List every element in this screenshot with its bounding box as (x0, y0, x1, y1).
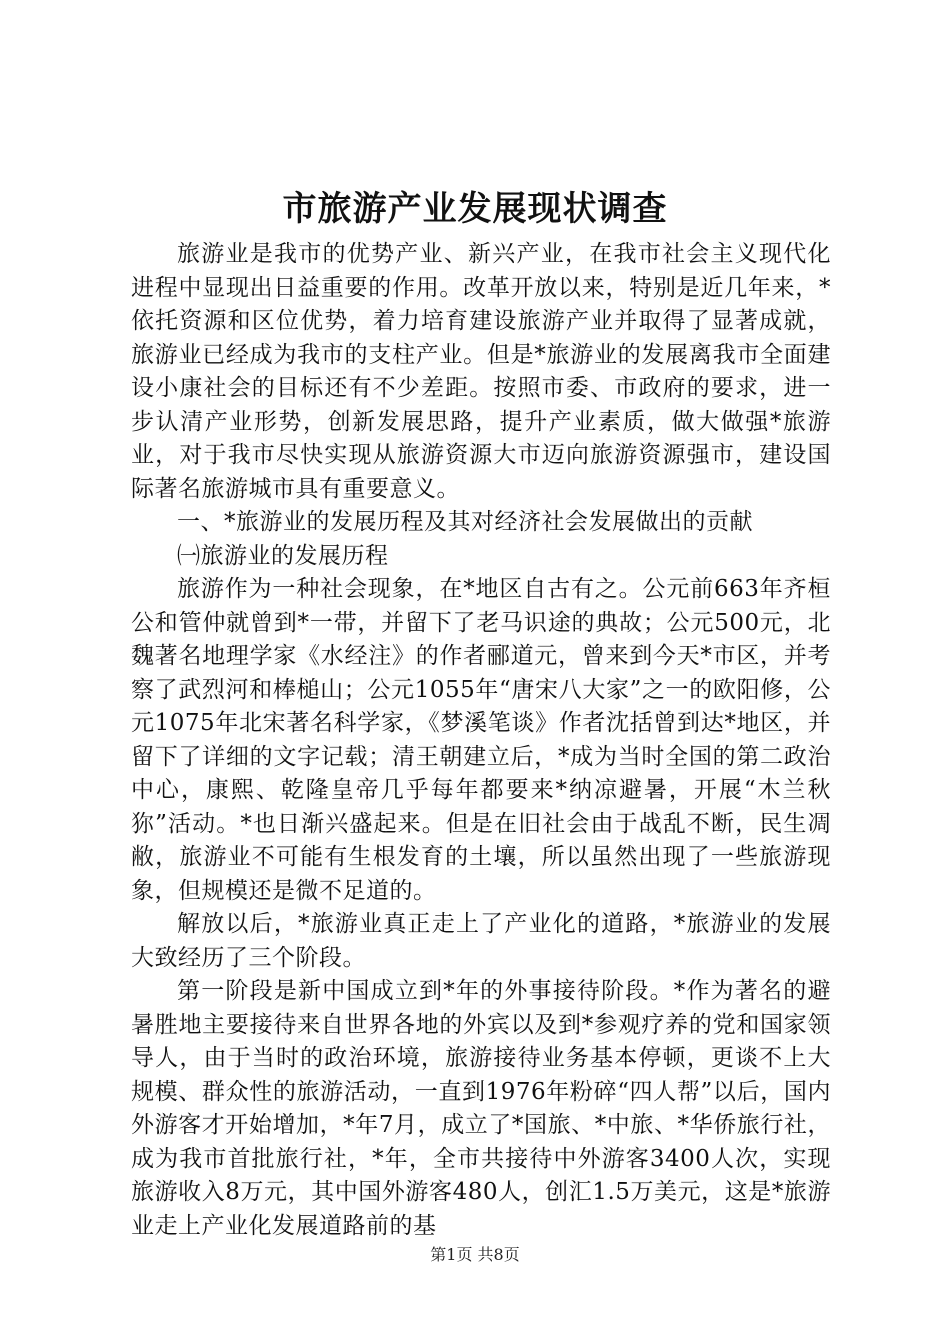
paragraph-stage-one: 第一阶段是新中国成立到*年的外事接待阶段。*作为著名的避暑胜地主要接待来自世界各地的外宾以及到*参观疗养的党和国家领导人，由于当时的政治环境，旅游接待业务基本停顿，更谈不上大规模、群众性的旅游活动，一直到1976年粉碎“四人帮”以后，国内外游客才开始增加，*年7月，成立了*国旅、*中旅、*华侨旅行社，成为我市首批旅行社，*年，全市共接待中外游客3400人次，实现旅游收入8万元，其中国外游客480人，创汇1.5万美元，这是*旅游业走上产业化发展道路前的基 (131, 978, 831, 1239)
document-title: 市旅游产业发展现状调查 (282, 189, 668, 229)
paragraph-intro: 旅游业是我市的优势产业、新兴产业，在我市社会主义现代化进程中显现出日益重要的作用。改革开放以来，特别是近几年来，*依托资源和区位优势，着力培育建设旅游产业并取得了显著成就，旅游业已经成为我市的支柱产业。但是*旅游业的发展离我市全面建设小康社会的目标还有不少差距。按照市委、市政府的要求，进一步认清产业形势，创新发展思路，提升产业素质，做大做强*旅游业，对于我市尽快实现从旅游资源大市迈向旅游资源强市，建设国际著名旅游城市具有重要意义。 (131, 241, 831, 502)
paragraph-history: 旅游作为一种社会现象，在*地区自古有之。公元前663年齐桓公和管仲就曾到*一带，并留下了老马识途的典故；公元500元，北魏著名地理学家《水经注》的作者郦道元，曾来到今天*市区，并考察了武烈河和棒槌山；公元1055年“唐宋八大家”之一的欧阳修，公元1075年北宋著名科学家，《梦溪笔谈》作者沈括曾到达*地区，并留下了详细的文字记载；清王朝建立后，*成为当时全国的第二政治中心，康熙、乾隆皇帝几乎每年都要来*纳凉避暑，开展“木兰秋狝”活动。*也日渐兴盛起来。但是在旧社会由于战乱不断，民生凋敝，旅游业不可能有生根发育的土壤，所以虽然出现了一些旅游现象，但规模还是微不足道的。 (131, 576, 831, 904)
subsection-heading-1: ㈠旅游业的发展历程 (177, 542, 389, 569)
section-heading-1: 一、*旅游业的发展历程及其对经济社会发展做出的贡献 (177, 509, 753, 535)
document-body (131, 238, 831, 1243)
page-footer: 第1页 共8页 (430, 1245, 520, 1264)
paragraph-liberation: 解放以后，*旅游业真正走上了产业化的道路，*旅游业的发展大致经历了三个阶段。 (131, 911, 831, 971)
